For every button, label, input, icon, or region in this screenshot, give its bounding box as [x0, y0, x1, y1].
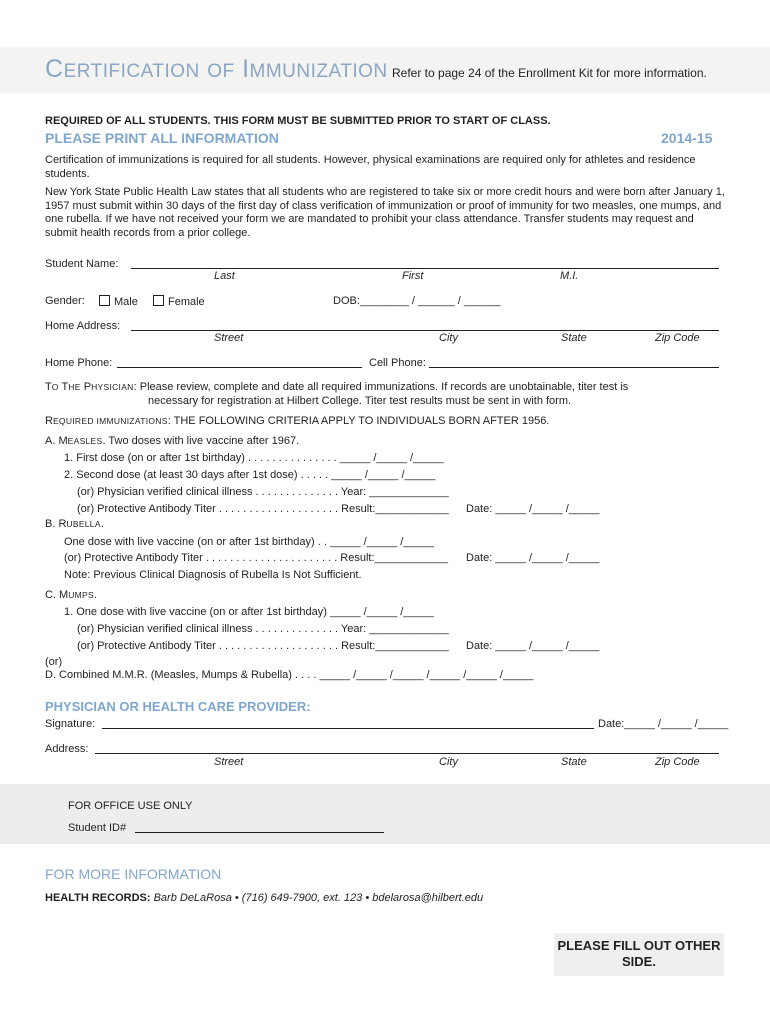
state-caption: State — [561, 332, 587, 344]
office-use-heading: FOR OFFICE USE ONLY — [68, 800, 193, 812]
year-label: 2014-15 — [661, 130, 713, 146]
gender-female-option[interactable]: Female — [153, 295, 205, 308]
first-caption: First — [402, 270, 424, 282]
more-info-heading: FOR MORE INFORMATION — [45, 866, 222, 882]
health-records-contact — [45, 892, 483, 904]
street-caption: Street — [214, 332, 244, 344]
mi-caption: M.I. — [560, 270, 579, 282]
measles-second-dose[interactable]: 2. Second dose (at least 30 days after 1st dose) . . . . . _____ /_____ /_____ — [64, 469, 436, 481]
measles-antibody-titer[interactable]: (or) Protective Antibody Titer . . . . . . . . . . . . . . . . . . . . Result:____________ — [77, 503, 449, 515]
rubella-titer-date[interactable]: Date: _____ /_____ /_____ — [466, 552, 600, 564]
student-name-field[interactable] — [131, 268, 719, 269]
signature-field[interactable] — [102, 728, 594, 729]
gender-label: Gender: — [45, 295, 85, 307]
print-all-heading: PLEASE PRINT ALL INFORMATION — [45, 130, 279, 146]
provider-address-label: Address: — [45, 743, 89, 755]
health-records-details: Barb DeLaRosa • (716) 649-7900, ext. 123 • bdelarosa@hilbert.edu — [153, 892, 484, 904]
page-title: CERTIFICATION OF IMMUNIZATION — [45, 55, 388, 83]
mumps-heading: C. MUMPS. — [45, 589, 98, 601]
zip-caption: Zip Code — [655, 332, 700, 344]
measles-first-dose[interactable]: 1. First dose (on or after 1st birthday) . . . . . . . . . . . . . . . _____ /_____ /_____ — [64, 452, 444, 464]
mumps-antibody-titer[interactable]: (or) Protective Antibody Titer . . . . . . . . . . . . . . . . . . . . Result:____________ — [77, 640, 449, 652]
measles-clinical-illness[interactable]: (or) Physician verified clinical illness . . . . . . . . . . . . . . Year: _____________ — [77, 486, 449, 498]
required-immunizations-heading: REQUIRED IMMUNIZATIONS: THE FOLLOWING CRITERIA APPLY TO INDIVIDUALS BORN AFTER 1956. — [45, 415, 550, 427]
rubella-dose[interactable]: One dose with live vaccine (on or after 1st birthday) . . _____ /_____ /_____ — [64, 536, 434, 548]
provider-state-caption: State — [561, 756, 587, 768]
student-name-label: Student Name: — [45, 258, 119, 270]
last-caption: Last — [214, 270, 235, 282]
provider-street-caption: Street — [214, 756, 244, 768]
male-checkbox[interactable] — [99, 295, 110, 306]
measles-titer-date[interactable]: Date: _____ /_____ /_____ — [466, 503, 600, 515]
home-phone-label: Home Phone: — [45, 357, 113, 369]
signature-label: Signature: — [45, 718, 96, 730]
office-use-band — [0, 784, 770, 844]
cell-phone-label: Cell Phone: — [369, 357, 426, 369]
or-label: (or) — [45, 656, 63, 668]
required-notice: REQUIRED OF ALL STUDENTS. THIS FORM MUST BE SUBMITTED PRIOR TO START OF CLASS. — [45, 115, 551, 127]
health-records-label: HEALTH RECORDS: — [45, 892, 151, 904]
provider-address-field[interactable] — [95, 753, 719, 754]
city-caption: City — [439, 332, 458, 344]
rubella-antibody-titer[interactable]: (or) Protective Antibody Titer . . . . . . . . . . . . . . . . . . . . . . Result:____________ — [64, 552, 448, 564]
provider-zip-caption: Zip Code — [655, 756, 700, 768]
dob-field[interactable]: DOB:________ / ______ / ______ — [333, 295, 501, 307]
rubella-heading: B. RUBELLA. — [45, 518, 104, 530]
mumps-clinical-illness[interactable]: (or) Physician verified clinical illness . . . . . . . . . . . . . . Year: _____________ — [77, 623, 449, 635]
mumps-dose[interactable]: 1. One dose with live vaccine (on or after 1st birthday) _____ /_____ /_____ — [64, 606, 434, 618]
refer-note: Refer to page 24 of the Enrollment Kit for more information. — [392, 66, 707, 80]
mumps-titer-date[interactable]: Date: _____ /_____ /_____ — [466, 640, 600, 652]
home-address-label: Home Address: — [45, 320, 121, 332]
cell-phone-field[interactable] — [429, 367, 719, 368]
student-id-field[interactable] — [135, 832, 384, 833]
intro-paragraph-2: New York State Public Health Law states that all students who are registered to take six or more credit hours and were born after January 1, 1957 must submit within 30 days of the first day of class verification of immunization or proof of immunity for two measles, one mumps, and one rubella. If we have not received your form we are mandated to prohibit your class attendance. Transfer students may request and submit health records from a prior college. — [45, 186, 725, 239]
provider-city-caption: City — [439, 756, 458, 768]
measles-heading: A. MEASLES. Two doses with live vaccine after 1967. — [45, 435, 300, 447]
provider-heading: PHYSICIAN OR HEALTH CARE PROVIDER: — [45, 699, 311, 714]
home-address-field[interactable] — [131, 330, 719, 331]
rubella-note: Note: Previous Clinical Diagnosis of Rubella Is Not Sufficient. — [64, 569, 362, 581]
intro-paragraph-1: Certification of immunizations is required for all students. However, physical examinations are required only for athletes and residence students. — [45, 154, 696, 180]
student-id-label: Student ID# — [68, 822, 127, 834]
provider-date-field[interactable]: Date:_____ /_____ /_____ — [598, 718, 729, 730]
physician-note-line-2: necessary for registration at Hilbert College. Titer test results must be sent in with form. — [148, 395, 572, 407]
home-phone-field[interactable] — [117, 367, 362, 368]
gender-male-option[interactable]: Male — [99, 295, 138, 308]
physician-note-line-1: TO THE PHYSICIAN: Please review, complete and date all required immunizations. If records are unobtainable, titer test is — [45, 381, 629, 393]
mmr-combined-dose[interactable]: D. Combined M.M.R. (Measles, Mumps & Rubella) . . . . _____ /_____ /_____ /_____ /_____ /_____ — [45, 669, 534, 681]
female-checkbox[interactable] — [153, 295, 164, 306]
fill-other-side-notice: PLEASE FILL OUT OTHER SIDE. — [554, 933, 724, 976]
